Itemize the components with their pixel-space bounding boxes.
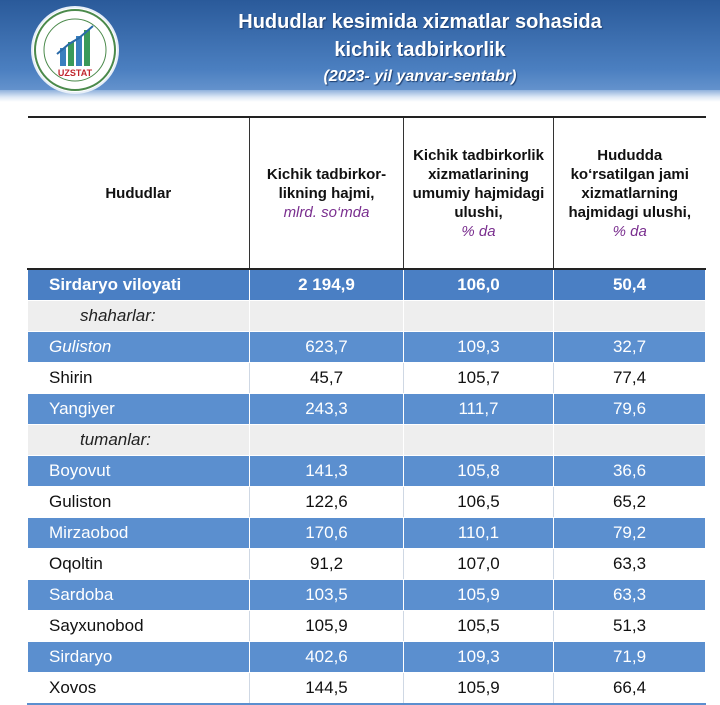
page-title-line2: kichik tadbirkorlik xyxy=(334,39,506,61)
table-row: Guliston 122,6 106,5 65,2 xyxy=(28,487,706,518)
header-share-total-unit: % da xyxy=(612,222,647,240)
header-regions: Hududlar xyxy=(28,117,250,269)
table-row: Guliston 623,7 109,3 32,7 xyxy=(28,332,706,363)
table-row: Shirin 45,7 105,7 77,4 xyxy=(28,363,706,394)
table-header-row xyxy=(28,117,706,269)
section-row-districts xyxy=(28,425,706,456)
header-share-small: Kichik tadbirkorlik xizmatlarining umumiy hajmidagi ulushi, % da xyxy=(404,117,554,269)
header-volume: Kichik tadbirkor-likning hajmi, mlrd. so‘mda xyxy=(250,117,404,269)
table-row: Sayxunobod 105,9 105,5 51,3 xyxy=(28,611,706,642)
page-title-line1: Hududlar kesimida xizmatlar sohasida xyxy=(238,11,602,33)
total-name: Sirdaryo viloyati xyxy=(28,269,250,301)
table-row: Sardoba 103,5 105,9 63,3 xyxy=(28,580,706,611)
table-row: Sirdaryo 402,6 109,3 71,9 xyxy=(28,642,706,673)
section-label-districts: tumanlar: xyxy=(28,425,250,456)
table-row: Boyovut 141,3 105,8 36,6 xyxy=(28,456,706,487)
svg-text:UZSTAT: UZSTAT xyxy=(57,68,93,78)
table-row: Yangiyer 243,3 111,7 79,6 xyxy=(28,394,706,425)
page-subtitle: (2023- yil yanvar-sentabr) xyxy=(323,68,517,85)
header-share-small-unit: % da xyxy=(461,222,496,240)
uzstat-logo xyxy=(33,8,117,92)
logo-emblem-icon xyxy=(33,8,117,92)
header-volume-unit: mlrd. so‘mda xyxy=(283,203,370,221)
header-share-total: Hududda ko‘rsatilgan jami xizmatlarning hajmidagi ulushi, % da xyxy=(554,117,706,269)
total-share-total: 50,4 xyxy=(554,269,706,301)
total-volume: 2 194,9 xyxy=(250,269,404,301)
table-row-total xyxy=(28,269,706,301)
table-row: Mirzaobod 170,6 110,1 79,2 xyxy=(28,518,706,549)
regions-table xyxy=(27,116,706,705)
table-row: Oqoltin 91,2 107,0 63,3 xyxy=(28,549,706,580)
table-row: Xovos 144,5 105,9 66,4 xyxy=(28,673,706,705)
section-label-cities: shaharlar: xyxy=(28,301,250,332)
section-row-cities xyxy=(28,301,706,332)
total-share-small: 106,0 xyxy=(404,269,554,301)
